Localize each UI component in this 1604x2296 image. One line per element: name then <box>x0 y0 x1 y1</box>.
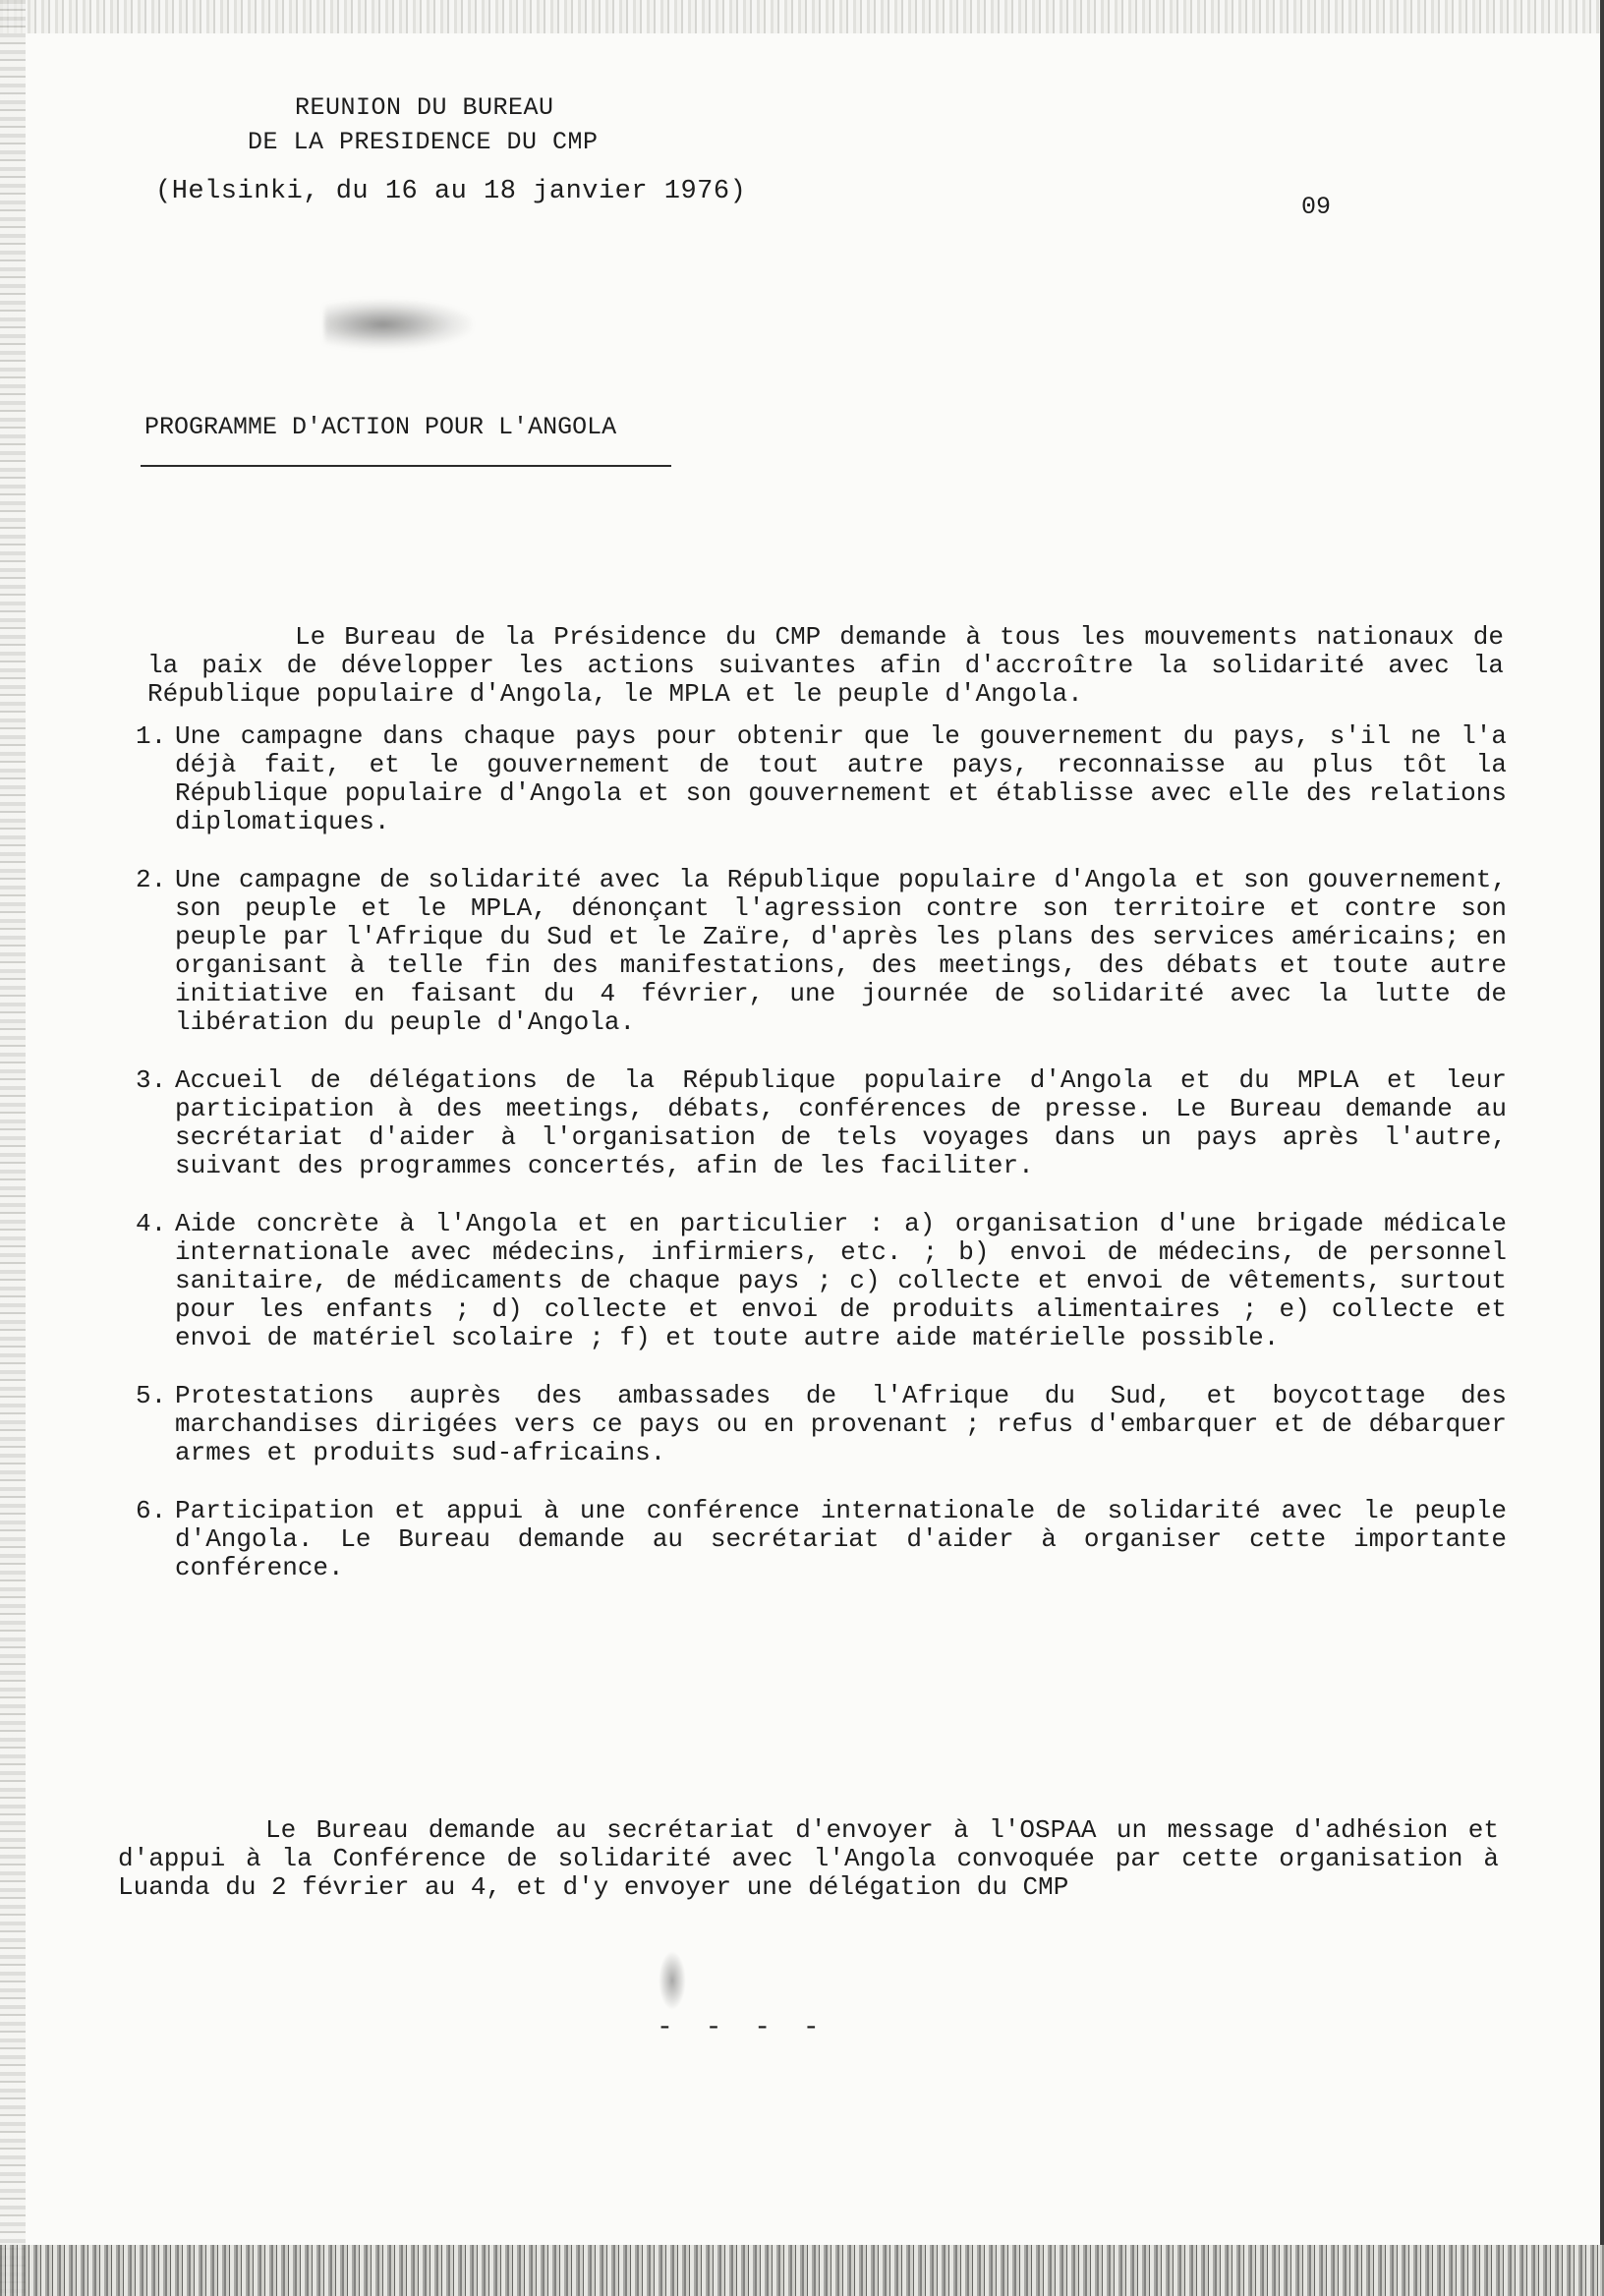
scan-border-left <box>0 0 26 2296</box>
item-text: Participation et appui à une conférence internationale de solidarité avec le peuple d'Angola. Le Bureau demande au secrétariat d'aider à organiser cette importante conférence. <box>175 1496 1507 1582</box>
title-underline <box>141 465 671 467</box>
document-title: PROGRAMME D'ACTION POUR L'ANGOLA <box>144 413 617 441</box>
item-text: Aide concrète à l'Angola et en particulier : a) organisation d'une brigade médicale internationale avec médecins, infirmiers, etc. ; b) envoi de médecins, de personnel sanitaire, de médicaments de chaque pays ; c) collecte et envoi de vêtements, surtout pour les enfants ; d) collecte et envoi de produits alimentaires ; e) collecte et envoi de matériel scolaire ; f) et toute autre aide matérielle possible. <box>175 1209 1507 1352</box>
list-item <box>136 1210 1507 1352</box>
intro-paragraph: Le Bureau de la Présidence du CMP demande à tous les mouvements nationaux de la paix de développer les actions suivantes afin d'accroître la solidarité avec la République populaire d'Angola, le MPLA et le peuple d'Angola. <box>147 622 1504 709</box>
header-organization: DE LA PRESIDENCE DU CMP <box>248 128 599 156</box>
item-number: 4. <box>136 1209 167 1238</box>
ink-smudge <box>324 300 472 349</box>
end-separator: - - - - <box>657 2013 828 2043</box>
list-item <box>136 1382 1507 1467</box>
header-location-date: (Helsinki, du 16 au 18 janvier 1976) <box>155 177 747 206</box>
list-item <box>136 866 1507 1037</box>
item-text: Une campagne de solidarité avec la République populaire d'Angola et son gouvernement, son peuple et le MPLA, dénonçant l'agression contre son territoire et contre son peuple par l'Afrique du Sud et le Zaïre, d'après les plans des services américains; en organisant à telle fin des manifestations, des meetings, des débats et toute autre initiative en faisant du 4 février, une journée de solidarité avec la lutte de libération du peuple d'Angola. <box>175 865 1507 1037</box>
list-item <box>136 1497 1507 1582</box>
page-number: 09 <box>1301 193 1332 221</box>
header-meeting-title: REUNION DU BUREAU <box>295 93 554 122</box>
item-text: Accueil de délégations de la République populaire d'Angola et du MPLA et leur participation à des meetings, débats, conférences de presse. Le Bureau demande au secrétariat d'aider à l'organisation de tels voyages dans un pays après l'autre, suivant des programmes concertés, afin de les faciliter. <box>175 1065 1507 1180</box>
item-text: Protestations auprès des ambassades de l'Afrique du Sud, et boycottage des marchandises dirigées vers ce pays ou en provenant ; refus d'embarquer et de débarquer armes et produits sud-africains. <box>175 1381 1507 1467</box>
scan-border-right <box>1600 0 1604 2296</box>
item-number: 6. <box>136 1496 167 1525</box>
list-item <box>136 722 1507 836</box>
list-item <box>136 1066 1507 1180</box>
scan-border-bottom <box>0 2245 1604 2296</box>
scan-border-top <box>0 0 1604 33</box>
item-number: 1. <box>136 721 167 751</box>
action-list <box>136 722 1507 1612</box>
item-number: 2. <box>136 865 167 894</box>
item-number: 5. <box>136 1381 167 1410</box>
closing-paragraph: Le Bureau demande au secrétariat d'envoyer à l'OSPAA un message d'adhésion et d'appui à la Conférence de solidarité avec l'Angola convoquée par cette organisation à Luanda du 2 février au 4, et d'y envoyer une délégation du CMP <box>118 1815 1499 1902</box>
item-text: Une campagne dans chaque pays pour obtenir que le gouvernement du pays, s'il ne l'a déjà fait, et le gouvernement de tout autre pays, reconnaisse au plus tôt la République populaire d'Angola et son gouvernement et établisse avec elle des relations diplomatiques. <box>175 721 1507 836</box>
item-number: 3. <box>136 1065 167 1095</box>
ink-smudge-small <box>659 1951 686 2010</box>
